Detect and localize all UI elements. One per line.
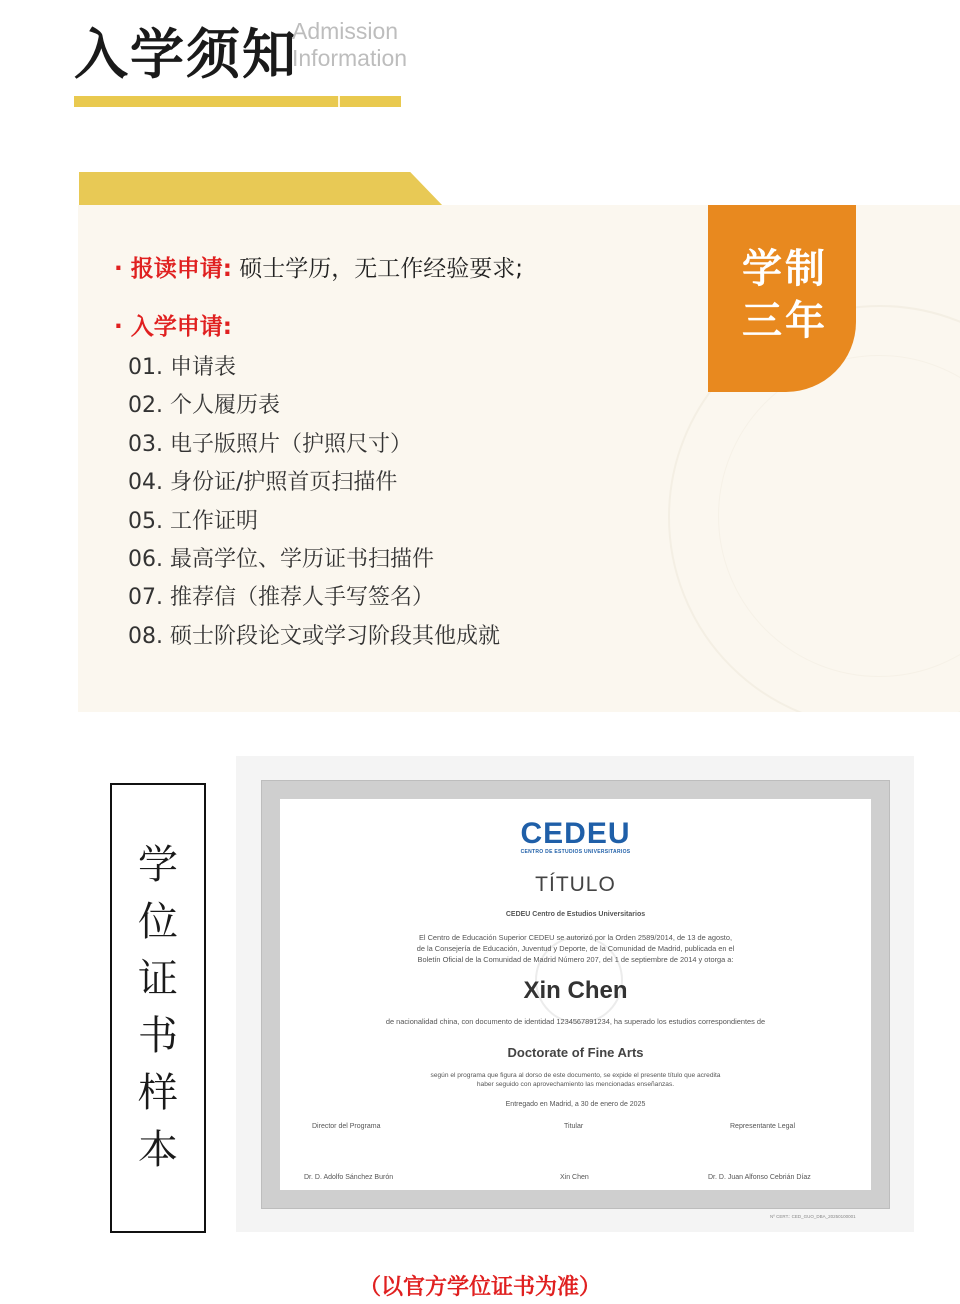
sample-label-char: 学: [138, 842, 178, 888]
program-line: haber seguido con aprovechamiento las mencionadas enseñanzas.: [476, 1081, 675, 1088]
list-item: 05. 工作证明: [128, 508, 258, 534]
list-item: 04. 身份证/护照首页扫描件: [128, 470, 398, 496]
id-line: de nacionalidad china, con documento de identidad 1234567891234, ha superado los estudios correspondientes de: [385, 1017, 766, 1026]
recipient-name: Xin Chen: [523, 977, 628, 1004]
sample-label-char: 证: [138, 956, 178, 1002]
apply-value: 硕士学历，无工作经验要求;: [239, 256, 524, 282]
apply-label: · 报读申请:: [114, 256, 232, 282]
panel-tab: [79, 172, 443, 206]
badge-line-2: 三年: [742, 298, 828, 344]
list-item: 01. 申请表: [128, 355, 236, 380]
sample-label-char: 书: [138, 1013, 178, 1059]
duration-badge: [708, 205, 856, 392]
program-line: según el programa que figura al dorso de este documento, se expide el presente título que acredita: [430, 1072, 721, 1079]
degree-name: Doctorate of Fine Arts: [507, 1045, 644, 1060]
enroll-requirement: [114, 308, 232, 341]
list-item: 02. 个人履历表: [128, 393, 280, 419]
body-line: de la Consejería de Educación, Juventud y Deporte, de la Comunidad de Madrid, publicada en el: [416, 944, 735, 953]
apply-requirement: [114, 250, 523, 283]
certificate-org: CEDEU Centro de Estudios Universitarios: [505, 911, 646, 918]
list-item: 08. 硕士阶段论文或学习阶段其他成就: [128, 623, 500, 649]
sig-name-director: Dr. D. Adolfo Sánchez Burón: [304, 1174, 394, 1181]
certificate: [280, 799, 871, 1190]
list-item: 07. 推荐信（推荐人手写签名）: [128, 585, 434, 611]
issue-date: Entregado en Madrid, a 30 de enero de 2025: [505, 1101, 646, 1108]
enroll-documents-list: [128, 349, 500, 656]
body-line: Boletín Oficial de la Comunidad de Madrid Número 207, del 1 de septiembre de 2014 y otorga a:: [417, 955, 734, 964]
certificate-title: TÍTULO: [535, 873, 616, 896]
sample-label-box: [110, 783, 206, 1233]
title-underline: [74, 96, 401, 107]
list-item: 03. 电子版照片（护照尺寸）: [128, 431, 412, 457]
certificate-body: [340, 932, 811, 965]
sig-name-legal: Dr. D. Juan Alfonso Cebrián Díaz: [708, 1174, 811, 1181]
sig-role-director: Director del Programa: [312, 1123, 381, 1130]
program-text: [360, 1071, 791, 1089]
logo-subtext: CENTRO DE ESTUDIOS UNIVERSITARIOS: [520, 849, 631, 855]
sig-name-holder: Xin Chen: [560, 1174, 589, 1181]
enroll-label: · 入学申请:: [114, 314, 232, 340]
sig-role-legal: Representante Legal: [730, 1123, 795, 1130]
page-title: 入学须知: [74, 23, 298, 86]
page-subtitle-en: [292, 18, 407, 72]
sig-role-holder: Titular: [564, 1123, 584, 1130]
logo-text: CEDEU: [520, 817, 631, 850]
certificate-number: Nº CERT.: CED_GUO_DBA_20250100001: [770, 1214, 856, 1219]
sample-label-char: 本: [138, 1127, 178, 1173]
subtitle-line-2: Information: [292, 45, 408, 71]
sample-label-char: 位: [138, 899, 178, 945]
list-item: 06. 最高学位、学历证书扫描件: [128, 547, 434, 573]
sample-label-char: 样: [138, 1070, 178, 1116]
body-line: El Centro de Educación Superior CEDEU se autorizó por la Orden 2589/2014, de 13 de agosto,: [418, 933, 733, 942]
subtitle-line-1: Admission: [292, 18, 399, 44]
footer-note: （以官方学位证书为准）: [358, 1275, 601, 1300]
badge-line-1: 学制: [742, 246, 828, 292]
cedeu-logo: [280, 819, 871, 855]
